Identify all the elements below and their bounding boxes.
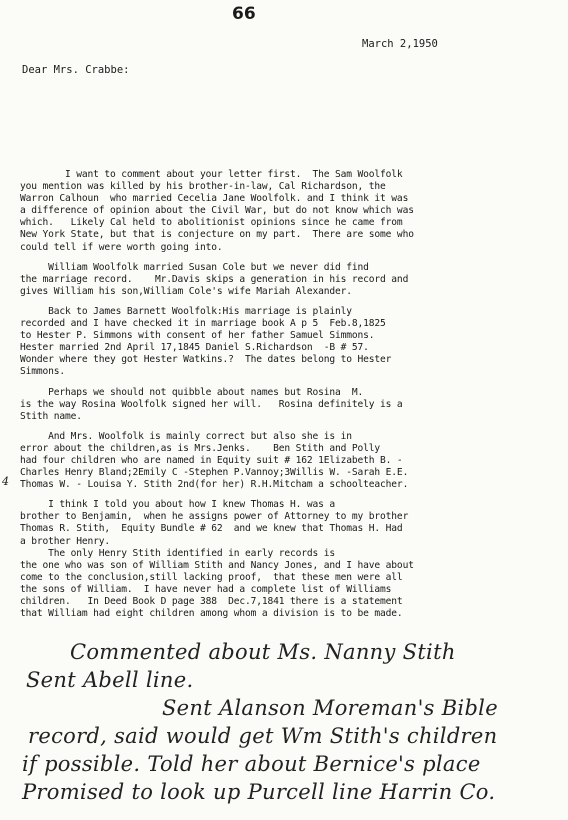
- handwritten-line: Promised to look up Purcell line Harrin Co.: [22, 780, 496, 804]
- text-line: Simmons.: [20, 366, 66, 378]
- text-line: had four children who are named in Equity suit # 162 1Elizabeth B. -: [20, 454, 403, 466]
- text-line: recorded and I have checked it in marriage book A p 5 Feb.8,1825: [20, 318, 386, 330]
- paragraph: [20, 499, 565, 547]
- text-line: come to the conclusion,still lacking proof, that these men were all: [20, 571, 403, 583]
- text-line: I want to comment about your letter first. The Sam Woolfolk: [20, 169, 403, 180]
- text-line: Wonder where they got Hester Watkins.? The dates belong to Hester: [20, 354, 392, 366]
- text-line: children. In Deed Book D page 388 Dec.7,1841 there is a statement: [20, 596, 403, 607]
- text-line: to Hester P. Simmons with consent of her father Samuel Simmons.: [20, 330, 375, 342]
- text-line: And Mrs. Woolfolk is mainly correct but also she is in: [20, 430, 352, 442]
- text-line: William Woolfolk married Susan Cole but we never did find: [20, 261, 369, 273]
- text-line: the one who was son of William Stith and Nancy Jones, and I have about: [20, 559, 414, 571]
- handwritten-line: record, said would get Wm Stith's children: [28, 724, 498, 748]
- paragraph: [20, 169, 565, 254]
- text-line: that William had eight children among whom a division is to be made.: [20, 608, 403, 620]
- paragraph: [20, 262, 565, 298]
- handwritten-line: Commented about Ms. Nanny Stith: [70, 640, 456, 664]
- text-line: error about the children,as is Mrs.Jenks. Ben Stith and Polly: [20, 442, 381, 454]
- text-line: could tell if were worth going into.: [20, 241, 223, 253]
- text-line: you mention was killed by his brother-in-law, Cal Richardson, the: [20, 181, 386, 193]
- text-line: New York State, but that is conjecture on my part. There are some who: [20, 229, 414, 241]
- text-line: Hester married 2nd April 17,1845 Daniel S.Richardson -B # 57.: [20, 342, 369, 354]
- handwritten-line: if possible. Told her about Bernice's place: [22, 752, 481, 776]
- text-line: Back to James Barnett Woolfolk:His marriage is plainly: [20, 305, 352, 317]
- text-line: Thomas R. Stith, Equity Bundle # 62 and we knew that Thomas H. Had: [20, 523, 403, 535]
- paragraph: [20, 306, 565, 379]
- text-line: is the way Rosina Woolfolk signed her will. Rosina definitely is a: [20, 398, 403, 410]
- paragraph: [20, 548, 565, 621]
- text-line: brother to Benjamin, when he assigns power of Attorney to my brother: [20, 511, 409, 523]
- text-line: a brother Henry.: [20, 535, 111, 547]
- paragraph: [20, 431, 565, 491]
- text-line: the sons of William. I have never had a complete list of Williams: [20, 583, 392, 595]
- letter-date: March 2,1950: [362, 38, 438, 50]
- handwritten-line: Sent Alanson Moreman's Bible: [162, 696, 498, 720]
- text-line: Perhaps we should not quibble about names but Rosina M.: [20, 386, 364, 398]
- text-line: The only Henry Stith identified in early records is: [20, 547, 336, 559]
- letter-body: [20, 169, 565, 628]
- text-line: the marriage record. Mr.Davis skips a generation in his record and: [20, 273, 409, 285]
- page-number: 66: [232, 4, 256, 24]
- text-line: Warron Calhoun who married Cecelia Jane Woolfolk. and I think it was: [20, 193, 409, 205]
- text-line: I think I told you about how I knew Thomas H. was a: [20, 499, 336, 511]
- margin-note: 4: [2, 475, 9, 488]
- salutation: Dear Mrs. Crabbe:: [22, 64, 130, 76]
- text-line: which. Likely Cal held to abolitionist opinions since he came from: [20, 217, 403, 229]
- text-line: Charles Henry Bland;2Emily C -Stephen P.Vannoy;3Willis W. -Sarah E.E.: [20, 467, 409, 479]
- text-line: a difference of opinion about the Civil War, but do not know which was: [20, 205, 414, 217]
- handwritten-line: Sent Abell line.: [26, 668, 194, 692]
- text-line: Thomas W. - Louisa Y. Stith 2nd(for her) R.H.Mitcham a schoolteacher.: [20, 479, 409, 491]
- paragraph: [20, 387, 565, 423]
- handwritten-notes: [22, 638, 562, 806]
- text-line: Stith name.: [20, 410, 82, 422]
- text-line: gives William his son,William Cole's wife Mariah Alexander.: [20, 285, 352, 297]
